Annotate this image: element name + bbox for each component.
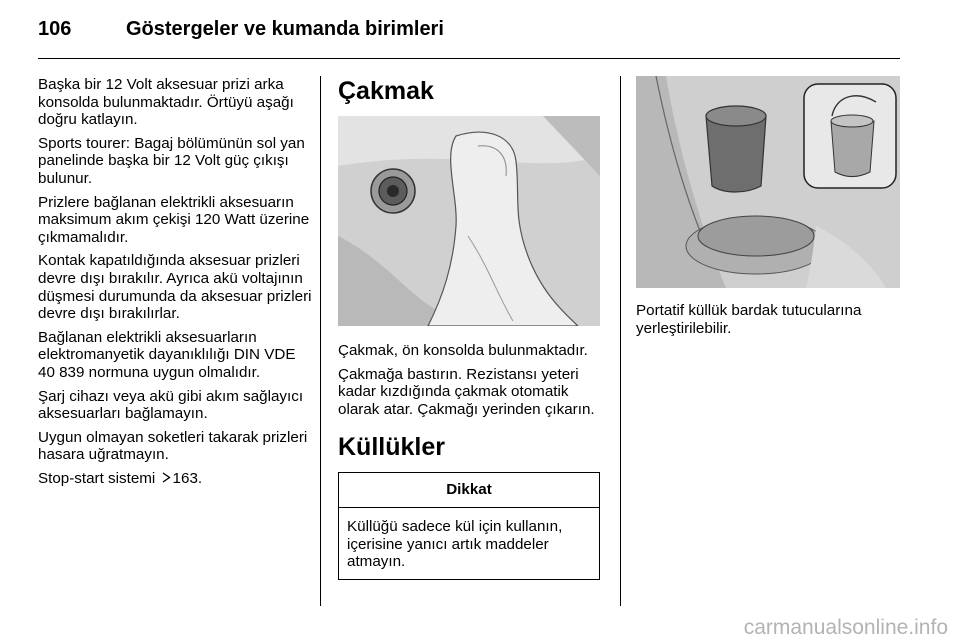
paragraph: Şarj cihazı veya akü gibi akım sağlayıcı aksesuarları bağlamayın. [38,387,304,423]
section-title-lighter: Çakmak [338,77,434,105]
reference-text: Stop-start sistemi [38,469,156,487]
watermark: carmanualsonline.info [743,616,948,639]
paragraph: Bağlanan elektrikli aksesuarların elektromanyetik dayanıklılığı DIN VDE 40 839 normuna uygun olmalıdır. [38,328,296,381]
reference-page[interactable]: 163. [172,469,203,487]
paragraph: Başka bir 12 Volt aksesuar prizi arka konsolda bulunmaktadır. Örtüyü aşağı doğru katlayın. [38,76,294,129]
paragraph: Uygun olmayan soketleri takarak prizleri hasara uğratmayın. [38,428,308,464]
ashtray-illustration [636,76,900,288]
column-divider-1 [320,76,321,606]
paragraph: Çakmağa bastırın. Rezistansı yeteri kadar kızdığında çakmak otomatik olarak atar. Çakmağı yerinden çıkarın. [338,365,595,418]
notice-title: Dikkat [339,473,599,508]
ashtray-cup-holder-icon [636,76,900,288]
paragraph: Çakmak, ön konsolda bulunmaktadır. [338,342,588,359]
paragraph: Sports tourer: Bagaj bölümünün sol yan panelinde başka bir 12 Volt güç çıkışı bulunur. [38,134,305,187]
header-divider [38,58,900,59]
lighter-illustration [338,116,600,326]
page-number: 106 [38,17,72,40]
reference-arrow-icon [162,470,171,488]
gear-shift-and-lighter-icon [338,116,600,326]
column-right [636,76,902,343]
section-title-ashtrays: Küllükler [338,433,445,462]
cross-reference [38,470,313,488]
page-header [38,14,444,44]
figure-caption: Portatif küllük bardak tutucularına yerleştirilebilir. [636,302,862,337]
column-divider-2 [620,76,621,606]
notice-box [338,472,600,579]
notice-body: Küllüğü sadece kül için kullanın, içerisine yanıcı artık maddeler atmayın. [347,517,563,571]
column-middle [338,76,604,580]
paragraph: Kontak kapatıldığında aksesuar prizleri devre dışı bırakılır. Ayrıca akü voltajının düşmesi durumunda da aksesuar prizleri devre dışı bırakılırlar. [38,252,312,323]
page-title: Göstergeler ve kumanda birimleri [126,17,444,40]
column-left [38,76,313,493]
paragraph: Prizlere bağlanan elektrikli aksesuarın maksimum akım çekişi 120 Watt üzerine çıkmamalıdır. [38,193,310,246]
